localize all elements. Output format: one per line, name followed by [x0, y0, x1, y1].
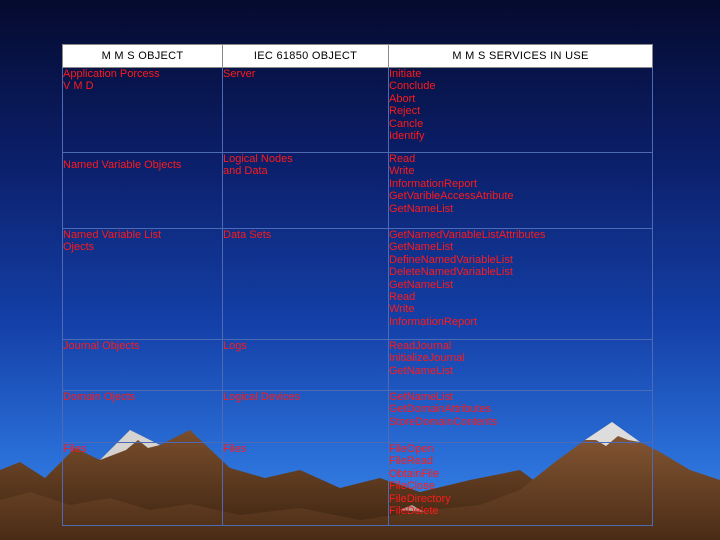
services-cell [389, 391, 653, 443]
service-item: Read [389, 153, 416, 165]
service-item: GetDomainAttributes [389, 403, 492, 416]
service-item: GetNameList [389, 364, 454, 377]
service-item: GetNamedVariableListAttributes [389, 229, 546, 241]
mms-object-cell [63, 340, 223, 391]
cell-line: Journal Objects [63, 340, 140, 352]
mms-object-cell [63, 443, 223, 526]
service-item: DeleteNamedVariableList [389, 266, 513, 279]
services-cell [389, 153, 653, 229]
cell-line: Server [223, 68, 256, 80]
header-mms-object: M M S OBJECT [63, 45, 223, 68]
cell-line: Named Variable List [63, 229, 162, 241]
services-cell [389, 443, 653, 526]
cell-line: Domain Ojects [63, 391, 136, 403]
service-item: InitializeJournal [389, 352, 465, 365]
services-cell [389, 229, 653, 340]
service-item: Initiate [389, 68, 422, 80]
table-row [63, 443, 653, 526]
header-iec-object: IEC 61850 OBJECT [223, 45, 389, 68]
mms-object-cell [63, 229, 223, 340]
iec-object-cell [223, 391, 389, 443]
service-item: FileRead [389, 455, 434, 468]
service-item: InformationReport [389, 315, 478, 328]
mms-object-cell [63, 153, 223, 229]
cell-line: Logical Devices [223, 391, 301, 403]
service-item: GetNameList [389, 202, 454, 215]
service-item: FileClose [389, 480, 435, 493]
services-cell [389, 340, 653, 391]
service-item: GetNameList [389, 278, 454, 291]
service-item: Write [389, 303, 415, 316]
service-item: Write [389, 165, 415, 178]
table-row [63, 229, 653, 340]
table-row [63, 340, 653, 391]
service-item: FileOpen [389, 443, 434, 455]
iec-object-cell [223, 443, 389, 526]
header-mms-services: M M S SERVICES IN USE [389, 45, 653, 68]
service-item: InformationReport [389, 177, 478, 190]
iec-object-cell [223, 153, 389, 229]
service-item: GetNameList [389, 241, 454, 254]
services-cell [389, 68, 653, 153]
cell-line: Named Variable Objects [63, 159, 182, 171]
service-item: ReadJournal [389, 340, 452, 352]
iec-object-cell [223, 229, 389, 340]
cell-line: and Data [223, 165, 268, 178]
table-row [63, 391, 653, 443]
service-item: Cancle [389, 117, 424, 130]
cell-line: Logs [223, 340, 247, 352]
service-item: FileDelete [389, 505, 439, 518]
iec-object-cell [223, 68, 389, 153]
mms-object-cell [63, 68, 223, 153]
service-item: FileDirectory [389, 492, 451, 505]
service-item: Conclude [389, 80, 436, 93]
mms-object-cell [63, 391, 223, 443]
cell-line: V M D [63, 80, 94, 93]
service-item: ObtainFile [389, 467, 440, 480]
cell-line: Data Sets [223, 229, 272, 241]
service-item: DefineNamedVariableList [389, 253, 513, 266]
service-item: Abort [389, 92, 416, 105]
service-item: GetVaribleAccessAtribute [389, 190, 514, 203]
table-header-row [63, 45, 653, 68]
service-item: GetNameList [389, 391, 454, 403]
cell-line: Logical Nodes [223, 153, 293, 165]
iec-object-cell [223, 340, 389, 391]
mms-mapping-table [62, 44, 653, 526]
service-item: StoreDomainContents [389, 415, 498, 428]
cell-line: Ojects [63, 241, 95, 254]
service-item: Reject [389, 105, 421, 118]
service-item: Identify [389, 130, 425, 143]
table-row [63, 153, 653, 229]
cell-line: Files [223, 443, 247, 455]
service-item: Read [389, 291, 416, 304]
cell-line: Application Porcess [63, 68, 160, 80]
cell-line: Files [63, 443, 87, 455]
table-row [63, 68, 653, 153]
